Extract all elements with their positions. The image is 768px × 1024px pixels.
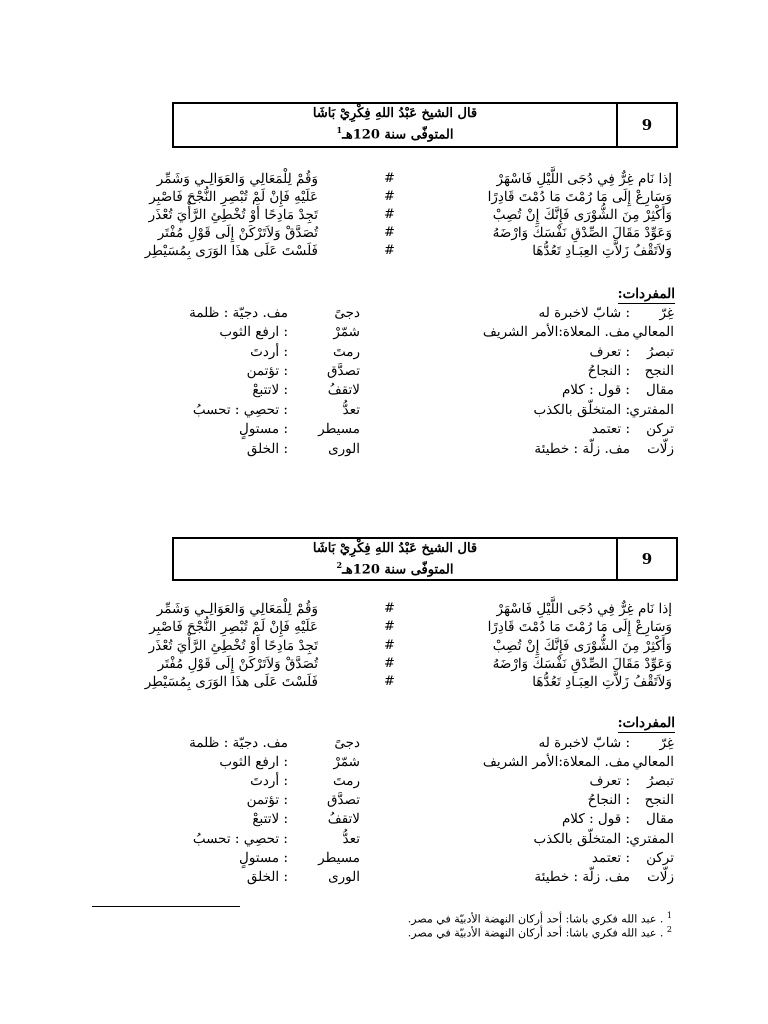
verse-right: وَعَوِّدْ مَقَالَ الصِّدْقِ نَفْسَكَ وَارْضَهُ xyxy=(492,656,672,672)
vocab-def: : تؤتمن xyxy=(246,792,288,808)
verse-separator: # xyxy=(384,225,395,240)
vocab-word: لاتقفُ xyxy=(327,811,360,827)
verse-right: وَسَارِعْ إِلَى مَا رُمْتَ مَا دُمْتَ قَادِرًا xyxy=(487,619,672,635)
footnote-marker: 2 xyxy=(666,925,672,934)
vocab-word: دجىً xyxy=(334,735,360,751)
vocab-word: المفتري xyxy=(629,831,674,847)
vocab-def: مف. المعلاة:الأمر الشريف xyxy=(482,324,630,340)
verse-separator: # xyxy=(384,207,395,222)
vocab-word: رمتَ xyxy=(332,773,360,789)
vocab-def: : أردتَ xyxy=(250,344,288,360)
vocab-def: : تعرف xyxy=(589,344,630,360)
verse-left: تَجِدْ مَادِحًا أَوْ تُخْطِئِ الرَّأْيَ تُعْذَر xyxy=(148,207,318,223)
vocab-def: : شابّ لاخبرة له xyxy=(538,735,630,751)
vocab-word: المعالي xyxy=(632,324,674,340)
verse-right: وَلاَتَقْفُ زَلاَّتِ العِبَـادِ تَعُدُّهَا xyxy=(532,674,672,690)
verse-left: عَلَيْهِ فَإِنْ لَمْ تُبْصِرِ النُّجْحَ فَاصْبِر xyxy=(149,619,318,635)
vocab-word: زلّات xyxy=(647,441,674,457)
vocab-def: : قول : كلام xyxy=(561,811,630,827)
verse-separator: # xyxy=(384,171,395,186)
verse-right: إذا نَام غِرٌّ فِي دُجَى اللَّيْلِ فَاسْهَرْ xyxy=(496,601,672,617)
footnote-ref: 2 xyxy=(336,560,343,570)
verse-separator: # xyxy=(384,243,395,258)
vocab-def: مف. زلّة : خطيئة xyxy=(534,441,630,457)
section-1-number: 9 xyxy=(616,104,676,146)
vocab-word: تركن xyxy=(646,850,674,866)
verse-left: عَلَيْهِ فَإِنْ لَمْ تُبْصِرِ النُّجْحَ فَاصْبِر xyxy=(149,189,318,205)
verse-separator: # xyxy=(384,189,395,204)
verse-separator: # xyxy=(384,601,395,616)
vocab-def: : تحصِي : تحسبُ xyxy=(192,831,288,847)
verse-right: إذا نَام غِرٌّ فِي دُجَى اللَّيْلِ فَاسْهَرْ xyxy=(496,171,672,187)
vocab-word: مقال xyxy=(646,811,674,827)
vocab-word: مسيطر xyxy=(318,421,360,437)
vocab-word: تصدَّق xyxy=(326,363,360,379)
footnote-text: . عبد الله فكري باشا: أحد أركان النهضة الأدبيّة في مصر. xyxy=(407,912,664,926)
footnote-marker: 1 xyxy=(666,911,672,920)
verse-right: وَلاَتَقْفُ زَلاَّتِ العِبَـادِ تَعُدُّهَا xyxy=(532,243,672,259)
verse-left: تُصَدَّقْ وَلاَتَرْكَنْ إِلَى قَوْلِ مُفْتَر xyxy=(157,225,318,241)
verse-left: تُصَدَّقْ وَلاَتَرْكَنْ إِلَى قَوْلِ مُفْتَر xyxy=(157,656,318,672)
verse-right: وَسَارِعْ إِلَى مَا رُمْتَ مَا دُمْتَ قَادِرًا xyxy=(487,189,672,205)
footnote-text: . عبد الله فكري باشا: أحد أركان النهضة الأدبيّة في مصر. xyxy=(407,926,664,940)
vocab-def: : تؤتمن xyxy=(246,363,288,379)
vocab-def: : قول : كلام xyxy=(561,382,630,398)
vocab-def: : شابّ لاخبرة له xyxy=(538,305,630,321)
verse-separator: # xyxy=(384,619,395,634)
vocab-word: شمّرْ xyxy=(333,754,360,770)
vocab-def: : المتخلّق بالكذب xyxy=(533,831,630,847)
vocab-def: : لاتتبعْ xyxy=(252,811,288,827)
vocab-heading: المفردات: xyxy=(617,715,675,731)
verse-left: وَقُمْ لِلْمَعَالِي وَالعَوَالِـي وَشَمِّر xyxy=(156,601,318,617)
vocab-word: دجىً xyxy=(334,305,360,321)
vocab-def: : النجاحُ xyxy=(587,792,630,808)
vocab-word: مقال xyxy=(646,382,674,398)
vocab-def: : أردتَ xyxy=(250,773,288,789)
verse-right: وَأَكْثِرْ مِنَ الشُّوْرَى فَإِنَّكَ إِنْ تُصِبْ xyxy=(492,638,672,654)
vocab-def: : تعتمد xyxy=(591,850,630,866)
vocab-def: : مستولٍ xyxy=(239,421,288,437)
section-2-header xyxy=(172,537,678,581)
vocab-word: غِرّ xyxy=(659,735,674,751)
vocab-word: الورى xyxy=(328,869,360,885)
section-1-title-line1: قال الشيخ عَبْدُ اللهِ فِكْرِيْ بَاشَا xyxy=(312,106,478,121)
vocab-def: : تعتمد xyxy=(591,421,630,437)
vocab-word: لاتقفُ xyxy=(327,382,360,398)
section-2-number: 9 xyxy=(616,539,676,579)
vocab-word: تعدُّ xyxy=(342,402,360,418)
vocab-def: : النجاحُ xyxy=(587,363,630,379)
section-1-header xyxy=(172,102,678,148)
vocab-word: النجح xyxy=(644,792,674,808)
section-2-title xyxy=(174,539,616,579)
vocab-def: : المتخلّق بالكذب xyxy=(533,402,630,418)
vocab-def: مف. زلّة : خطيئة xyxy=(534,869,630,885)
vocab-word: شمّرْ xyxy=(333,324,360,340)
verse-right: وَعَوِّدْ مَقَالَ الصِّدْقِ نَفْسَكَ وَارْضَهُ xyxy=(492,225,672,241)
vocab-word: المفتري xyxy=(629,402,674,418)
vocab-word: زلّات xyxy=(647,869,674,885)
vocab-def: : مستولٍ xyxy=(239,850,288,866)
verse-left: تَجِدْ مَادِحًا أَوْ تُخْطِئِ الرَّأْيَ تُعْذَر xyxy=(148,638,318,654)
vocab-def: مف. دجيّة : ظلمة xyxy=(189,735,288,751)
verse-left: فَلَسْتَ عَلَى هذَا الوَرَى بِمُسَيْطِر xyxy=(144,674,318,690)
vocab-def: : لاتتبعْ xyxy=(252,382,288,398)
verse-separator: # xyxy=(384,656,395,671)
vocab-def: : تحصِي : تحسبُ xyxy=(192,402,288,418)
vocab-word: تبصرُ xyxy=(647,773,674,789)
footnote-2 xyxy=(408,923,672,940)
section-2-title-line1: قال الشيخ عَبْدُ اللهِ فِكْرِيْ بَاشَا xyxy=(312,541,478,556)
section-2-title-line2: المتوفّى سنة 120هـ$^2$ xyxy=(336,560,454,578)
vocab-word: تبصرُ xyxy=(647,344,674,360)
vocab-word: المعالي xyxy=(632,754,674,770)
vocab-word: تعدُّ xyxy=(342,831,360,847)
vocab-def: : ارفع الثوب xyxy=(219,754,288,770)
verse-separator: # xyxy=(384,674,395,689)
vocab-def: : الخلق xyxy=(246,869,288,885)
vocab-def: : الخلق xyxy=(246,441,288,457)
vocab-word: غِرّ xyxy=(659,305,674,321)
vocab-def: : تعرف xyxy=(589,773,630,789)
vocab-heading: المفردات: xyxy=(617,286,675,302)
verse-left: فَلَسْتَ عَلَى هذَا الوَرَى بِمُسَيْطِر xyxy=(144,243,318,259)
verse-left: وَقُمْ لِلْمَعَالِي وَالعَوَالِـي وَشَمِّر xyxy=(156,171,318,187)
verse-separator: # xyxy=(384,638,395,653)
section-1-title xyxy=(174,104,616,146)
vocab-word: النجح xyxy=(644,363,674,379)
vocab-word: الورى xyxy=(328,441,360,457)
footnote-ref: 1 xyxy=(336,125,343,135)
vocab-def: : ارفع الثوب xyxy=(219,324,288,340)
vocab-def: مف. دجيّة : ظلمة xyxy=(189,305,288,321)
vocab-word: تصدَّق xyxy=(326,792,360,808)
vocab-word: مسيطر xyxy=(318,850,360,866)
section-1-title-line2: المتوفّى سنة 120هـ$^1$ xyxy=(336,125,454,143)
vocab-def: مف. المعلاة:الأمر الشريف xyxy=(482,754,630,770)
vocab-word: تركن xyxy=(646,421,674,437)
vocab-word: رمتَ xyxy=(332,344,360,360)
footnote-rule xyxy=(92,906,240,907)
verse-right: وَأَكْثِرْ مِنَ الشُّوْرَى فَإِنَّكَ إِنْ تُصِبْ xyxy=(492,207,672,223)
